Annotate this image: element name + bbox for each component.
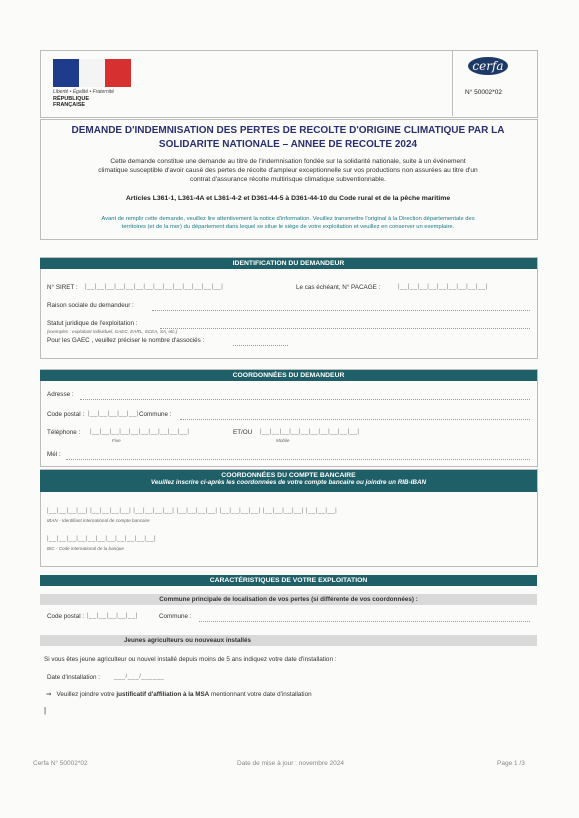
bic-field[interactable]: |__|__|__|__|__|__|__|__|__|__|__| [47, 536, 157, 542]
siret-field[interactable]: |__|__|__|__|__|__|__|__|__|__|__|__|__|__| [85, 284, 224, 290]
commune-label: Commune : [139, 411, 172, 418]
coordonnees-header: COORDONNÉES DU DEMANDEUR [40, 370, 537, 381]
republic-motto: Liberté • Égalité • Fraternité [53, 89, 115, 95]
margin-tick: | [44, 706, 47, 715]
intro-line-2: climatique susceptible d'avoir causé des pertes de récolte d'ampleur exceptionnelle sur vos productions non assurées au titre d'un [98, 167, 478, 174]
msa-suffix: mentionnant votre date d'installation [210, 691, 312, 698]
footer-cerfa: Cerfa N° 50002*02 [33, 760, 88, 767]
tel-fixe-hint: Fixe [112, 438, 121, 443]
commune-field[interactable] [180, 419, 530, 420]
notice-line-1: Avant de remplir cette demande, veuillez lire attentivement la notice d'information. Veuillez transmettre l'original à la Direction départementale des [101, 216, 475, 222]
bic-hint: BIC - Code international de la banque [47, 546, 124, 551]
notice-line-2: territoires (et de la mer) du département dans lequel se situe le siège de votre exploitation et veuillez en conserver un exemplaire. [121, 224, 455, 230]
tel-label: Téléphone : [47, 429, 81, 436]
mel-label: Mél : [47, 451, 61, 458]
msa-prefix: Veuillez joindre votre [56, 691, 115, 698]
raison-label: Raison sociale du demandeur : [47, 302, 134, 309]
adresse-field[interactable] [80, 399, 530, 400]
exploitation-header: CARACTÉRISTIQUES DE VOTRE EXPLOITATION [40, 575, 537, 586]
form-title-line-1: DEMANDE D'INDEMNISATION DES PERTES DE RECOLTE D'ORIGINE CLIMATIQUE PAR LA [71, 125, 505, 136]
adresse-label: Adresse : [47, 391, 74, 398]
header-divider [452, 50, 453, 116]
msa-bold: justificatif d'affiliation à la MSA [116, 691, 210, 698]
iban-field[interactable]: |__|__|__|__| |__|__|__|__| |__|__|__|__| |__|__|__|__| |__|__|__|__| |__|__|__|__| |__|__|__| [47, 508, 338, 514]
statut-hint: (exemples : exploitant individuel, GAEC, EARL, SCEA, SA, etc.) [47, 329, 178, 334]
cp-field[interactable]: |__|__|__|__|__| [88, 411, 139, 417]
jeunes-text: Si vous êtes jeune agriculteur ou nouvel installé depuis moins de 5 ans indiquez votre date d'installation : [44, 656, 337, 663]
footer-page: Page 1 /3 [497, 760, 525, 767]
republic-line-2: FRANÇAISE [53, 102, 86, 108]
gaec-label: Pour les GAEC , veuillez préciser le nombre d'associés : [47, 337, 205, 344]
exploit-cp-label: Code postal : [47, 613, 85, 620]
marianne-logo [53, 59, 131, 87]
iban-hint: IBAN - Identifiant international de compte bancaire [47, 518, 150, 523]
banque-title: COORDONNÉES DU COMPTE BANCAIRE [221, 472, 356, 479]
legal-articles: Articles L361-1, L361-4A et L361-4-2 et D361-44-5 à D361-44-10 du Code rural et de la pêche maritime [125, 195, 451, 202]
pacage-label: Le cas échéant, N° PACAGE : [296, 284, 381, 291]
msa-line [46, 691, 312, 698]
tel-or: ET/OU [233, 429, 253, 436]
tel-mobile-field[interactable]: |__|__|__|__|__|__|__|__|__|__| [260, 429, 360, 435]
cerfa-number: N° 50002*02 [465, 89, 502, 96]
date-install-label: Date d'installation : [47, 674, 101, 681]
statut-label: Statut juridique de l'exploitation : [47, 320, 138, 327]
statut-field[interactable] [160, 328, 530, 329]
siret-label: N° SIRET : [47, 284, 78, 291]
exploit-commune-label: Commune : [159, 613, 192, 620]
coordonnees-frame [40, 369, 538, 467]
form-title-line-2: SOLIDARITE NATIONALE – ANNEE DE RECOLTE 2024 [158, 139, 418, 150]
arrow-icon: ⇒ [46, 691, 52, 698]
intro-line-1: Cette demande constitue une demande au titre de l'indemnisation fondée sur la solidarité nationale, suite à un événement [110, 158, 466, 165]
pacage-field[interactable]: |__|__|__|__|__|__|__|__|__| [398, 284, 488, 290]
date-install-field[interactable]: ___/___/______ [114, 674, 165, 680]
raison-field[interactable] [152, 310, 530, 311]
gaec-field[interactable] [233, 345, 288, 346]
commune-pertes-bar: Commune principale de localisation de vos pertes (si différente de vos coordonnées) : [40, 594, 537, 605]
identification-header: IDENTIFICATION DU DEMANDEUR [40, 258, 537, 269]
exploit-commune-field[interactable] [199, 621, 530, 622]
intro-line-3: contrat d'assurance récolte multirisque climatique subventionnable. [190, 176, 386, 183]
mel-field[interactable] [66, 459, 530, 460]
tel-mobile-hint: Mobile [276, 438, 290, 443]
cerfa-logo: cerfa [468, 57, 508, 75]
footer-date: Date de mise à jour : novembre 2024 [237, 760, 344, 767]
republic-line-1: RÉPUBLIQUE [53, 96, 90, 102]
banque-subtitle: Veuillez inscrire ci-après les coordonnées de votre compte bancaire ou joindre un RIB-IBAN [150, 479, 427, 486]
cp-label: Code postal : [47, 411, 85, 418]
exploit-cp-field[interactable]: |__|__|__|__|__| [87, 613, 138, 619]
banque-header [40, 470, 537, 492]
jeunes-bar: Jeunes agriculteurs ou nouveaux installés [40, 635, 537, 646]
tel-fixe-field[interactable]: |__|__|__|__|__|__|__|__|__|__| [90, 429, 190, 435]
